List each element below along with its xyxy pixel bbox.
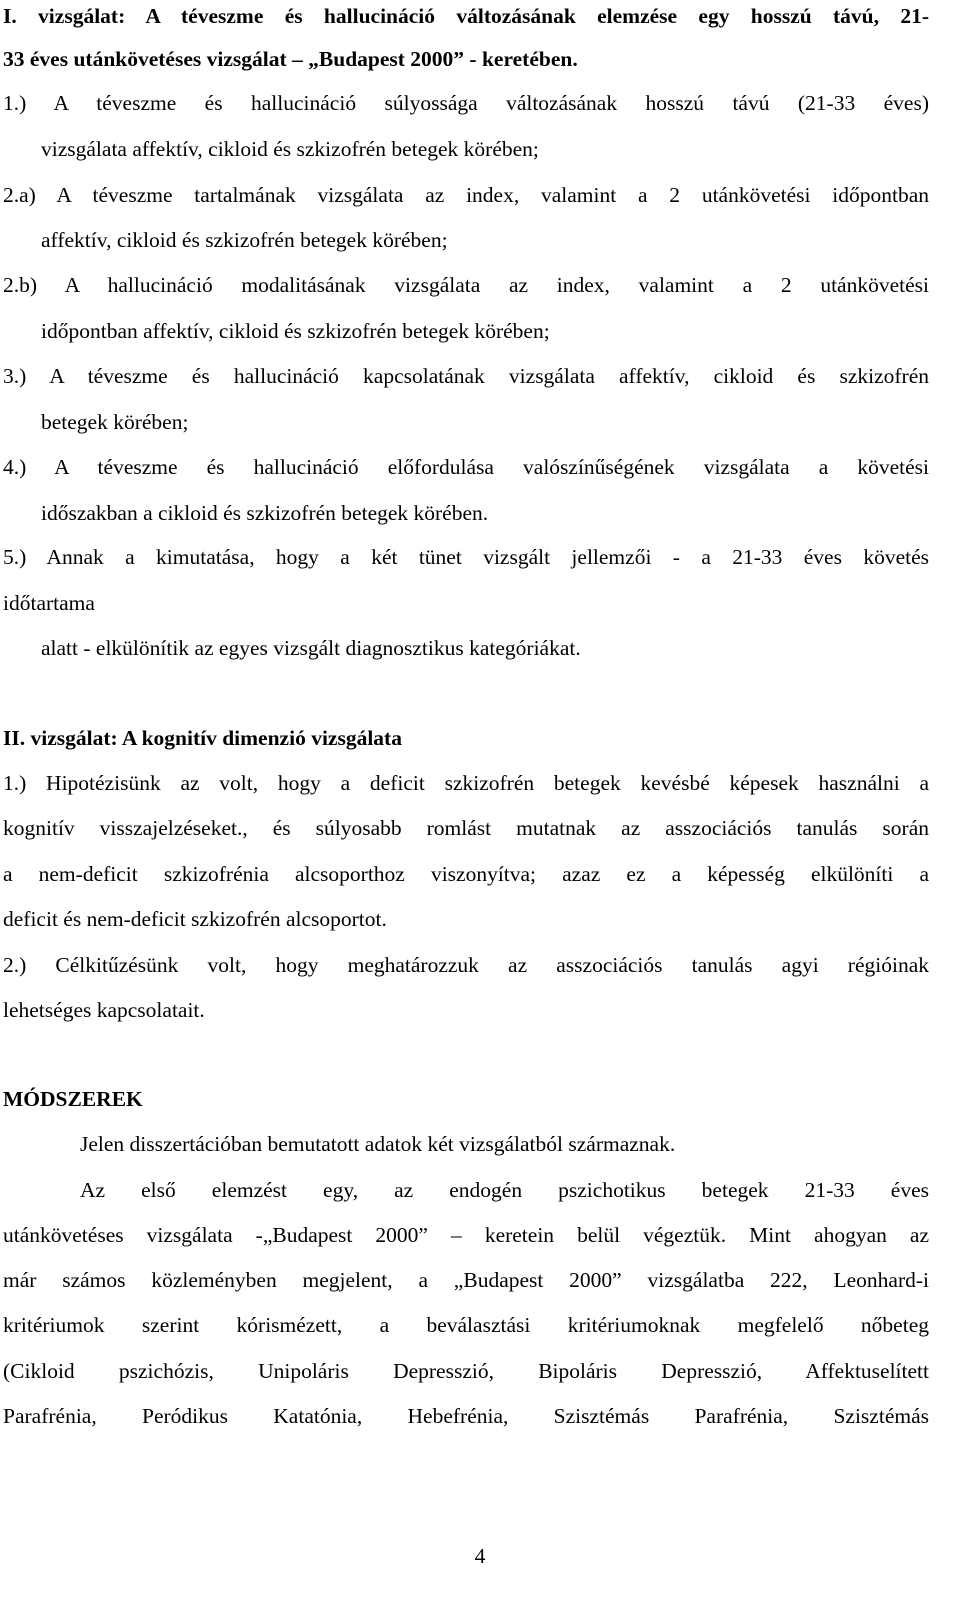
hypothesis-line3: a nem-deficit szkizofrénia alcsoporthoz viszonyítva; azaz ez a képesség elkülöníti a [3, 862, 929, 886]
page-number: 4 [474, 1544, 486, 1568]
hypothesis-line2: kognitív visszajelzéseket., és súlyosabb romlást mutatnak az asszociációs tanulás során [3, 816, 929, 840]
section2-heading: II. vizsgálat: A kognitív dimenzió vizsgálata [3, 726, 402, 750]
item-1-line2: vizsgálata affektív, cikloid és szkizofrén betegek körében; [41, 137, 539, 161]
section1-heading-line2: 33 éves utánkövetéses vizsgálat – „Budapest 2000” - keretében. [3, 47, 578, 71]
item-5-line2: időtartama [3, 591, 95, 615]
methods-line4: kritériumok szerint kórismézett, a beválasztási kritériumoknak megfelelő nőbeteg [3, 1313, 929, 1337]
hypothesis-line1: 1.) Hipotézisünk az volt, hogy a deficit szkizofrén betegek kevésbé képesek használni a [3, 771, 929, 795]
item-2b-line1: 2.b) A hallucináció modalitásának vizsgálata az index, valamint a 2 utánkövetési [3, 273, 929, 297]
item-2b-line2: időpontban affektív, cikloid és szkizofrén betegek körében; [41, 319, 550, 343]
methods-line3: már számos közleményben megjelent, a „Budapest 2000” vizsgálatba 222, Leonhard-i [3, 1268, 929, 1292]
methods-heading: MÓDSZEREK [3, 1087, 143, 1111]
section1-heading-line1: I. vizsgálat: A téveszme és hallucináció változásának elemzése egy hosszú távú, 21- [3, 4, 929, 28]
item-1-line1: 1.) A téveszme és hallucináció súlyossága változásának hosszú távú (21-33 éves) [3, 91, 929, 115]
item-2a-line1: 2.a) A téveszme tartalmának vizsgálata az index, valamint a 2 utánkövetési időpontban [3, 183, 929, 207]
methods-line1: Az első elemzést egy, az endogén pszichotikus betegek 21-33 éves [80, 1178, 929, 1202]
methods-line5: (Cikloid pszichózis, Unipoláris Depresszió, Bipoláris Depresszió, Affektuselített [3, 1359, 929, 1383]
aim-line1: 2.) Célkitűzésünk volt, hogy meghatározzuk az asszociációs tanulás agyi régióinak [3, 953, 929, 977]
methods-line6: Parafrénia, Peródikus Katatónia, Hebefrénia, Szisztémás Parafrénia, Szisztémás [3, 1404, 929, 1428]
item-4-line1: 4.) A téveszme és hallucináció előfordulása valószínűségének vizsgálata a követési [3, 455, 929, 479]
methods-intro: Jelen disszertációban bemutatott adatok két vizsgálatból származnak. [80, 1132, 676, 1156]
methods-line2: utánkövetéses vizsgálata -„Budapest 2000” – keretein belül végeztük. Mint ahogyan az [3, 1223, 929, 1247]
item-5-line3: alatt - elkülönítik az egyes vizsgált diagnosztikus kategóriákat. [41, 636, 581, 660]
item-4-line2: időszakban a cikloid és szkizofrén betegek körében. [41, 501, 489, 525]
item-2a-line2: affektív, cikloid és szkizofrén betegek körében; [41, 228, 448, 252]
hypothesis-line4: deficit és nem-deficit szkizofrén alcsoportot. [3, 907, 387, 931]
aim-line2: lehetséges kapcsolatait. [3, 998, 205, 1022]
item-5-line1: 5.) Annak a kimutatása, hogy a két tünet vizsgált jellemzői - a 21-33 éves követés [3, 545, 929, 569]
item-3-line2: betegek körében; [41, 410, 189, 434]
item-3-line1: 3.) A téveszme és hallucináció kapcsolatának vizsgálata affektív, cikloid és szkizofrén [3, 364, 929, 388]
